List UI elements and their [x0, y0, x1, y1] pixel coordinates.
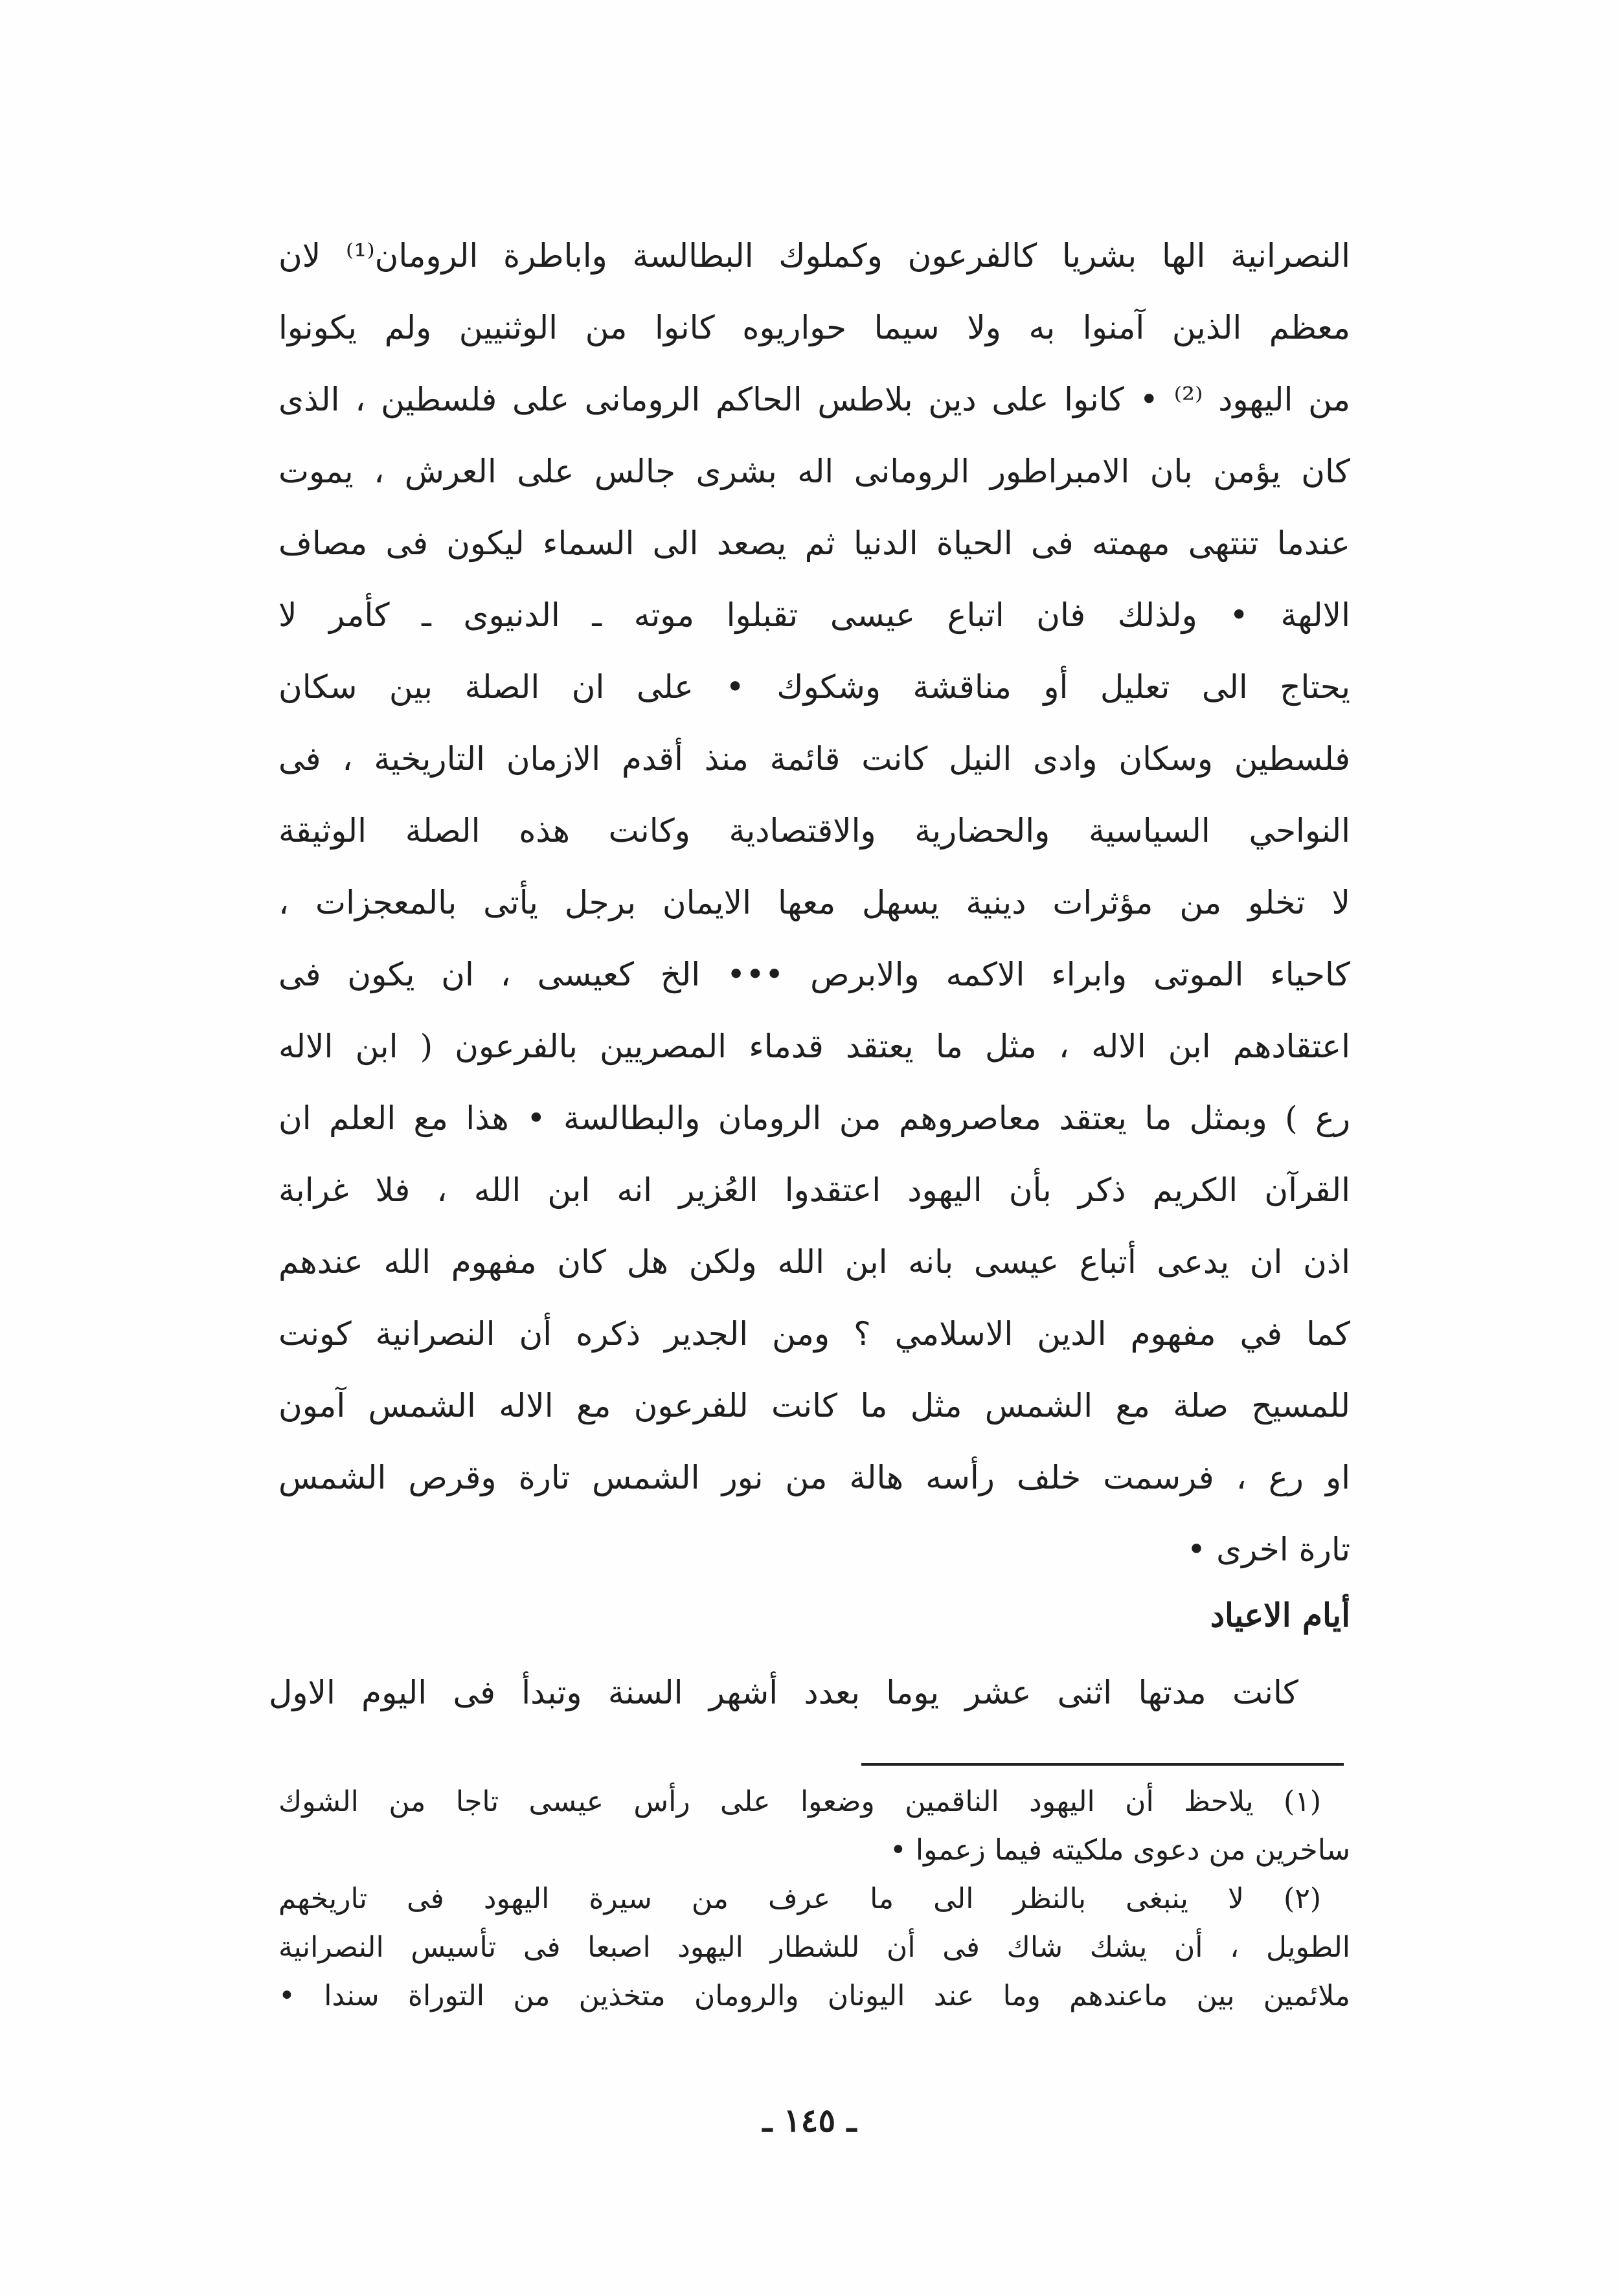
text-line: اذن ان يدعى أتباع عيسى بانه ابن الله ولكن هل كان مفهوم الله عندهم: [278, 1243, 1350, 1281]
text-line: الالهة • ولذلك فان اتباع عيسى تقبلوا موته ـ الدنيوى ـ كأمر لا: [278, 596, 1350, 634]
text-line: تارة اخرى •: [1186, 1531, 1350, 1568]
page-number: ـ ١٤٥ ـ: [762, 2101, 857, 2139]
footnotes: [278, 1777, 1350, 2020]
footnote-line: (٢) لا ينبغى بالنظر الى ما عرف من سيرة اليهود فى تاريخهم: [278, 1882, 1321, 1915]
text-line: للمسيح صلة مع الشمس مثل ما كانت للفرعون مع الاله الشمس آمون: [278, 1387, 1350, 1424]
main-text: [278, 220, 1350, 1586]
text-line: معظم الذين آمنوا به ولا سيما حواريوه كانوا من الوثنيين ولم يكونوا: [278, 309, 1350, 346]
section-heading: أيام الاعياد: [1210, 1596, 1350, 1634]
text-line: كاحياء الموتى وابراء الاكمه والابرص ••• الخ كعيسى ، ان يكون فى: [278, 956, 1350, 993]
text-line: عندما تنتهى مهمته فى الحياة الدنيا ثم يصعد الى السماء ليكون فى مصاف: [278, 524, 1350, 562]
text-line: يحتاج الى تعليل أو مناقشة وشكوك • على ان الصلة بين سكان: [278, 668, 1350, 706]
text-line: اعتقادهم ابن الاله ، مثل ما يعتقد قدماء المصريين بالفرعون ( ابن الاله: [278, 1028, 1350, 1065]
text-line: لا تخلو من مؤثرات دينية يسهل معها الايمان برجل يأتى بالمعجزات ،: [278, 884, 1350, 921]
text-line: القرآن الكريم ذكر بأن اليهود اعتقدوا العُزير انه ابن الله ، فلا غرابة: [278, 1171, 1350, 1209]
footnote-line: ملائمين بين ماعندهم وما عند اليونان والرومان متخذين من التوراة سندا •: [278, 1979, 1350, 2012]
text-line: كما في مفهوم الدين الاسلامي ؟ ومن الجدير ذكره أن النصرانية كونت: [278, 1315, 1350, 1353]
text-line: من اليهود ⁽²⁾ • كانوا على دين بلاطس الحاكم الرومانى على فلسطين ، الذى: [278, 381, 1350, 418]
section-intro-line: كانت مدتها اثنى عشر يوما بعدد أشهر السنة وتبدأ فى اليوم الاول: [269, 1674, 1298, 1711]
footnote-line: الطويل ، أن يشك شاك فى أن للشطار اليهود اصبعا فى تأسيس النصرانية: [278, 1931, 1350, 1964]
text-line: او رع ، فرسمت خلف رأسه هالة من نور الشمس تارة وقرص الشمس: [278, 1459, 1350, 1496]
footnote-divider: [861, 1763, 1344, 1766]
text-line: كان يؤمن بان الامبراطور الرومانى اله بشرى جالس على العرش ، يموت: [278, 453, 1350, 490]
footnote-line: (١) يلاحظ أن اليهود الناقمين وضعوا على رأس عيسى تاجا من الشوك: [278, 1785, 1321, 1818]
text-line: النصرانية الها بشريا كالفرعون وكملوك البطالسة واباطرة الرومان⁽¹⁾ لان: [278, 237, 1350, 275]
text-line: رع ) وبمثل ما يعتقد معاصروهم من الرومان والبطالسة • هذا مع العلم ان: [278, 1099, 1350, 1137]
footnote-line: ساخرين من دعوى ملكيته فيما زعموا •: [889, 1834, 1350, 1867]
text-line: فلسطين وسكان وادى النيل كانت قائمة منذ أقدم الازمان التاريخية ، فى: [278, 740, 1350, 778]
text-line: النواحي السياسية والحضارية والاقتصادية وكانت هذه الصلة الوثيقة: [278, 812, 1350, 850]
